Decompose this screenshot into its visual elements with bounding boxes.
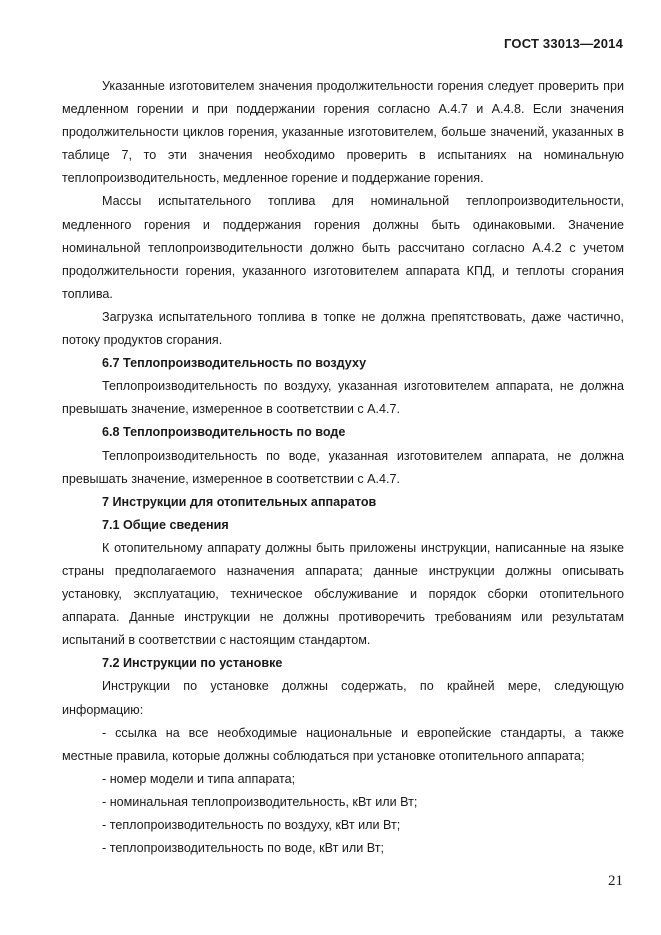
paragraph-general-info: К отопительному аппарату должны быть приложены инструкции, написанные на языке страны предполагаемого назначения аппарата; данные инструкции должны описывать установку, эксплуатацию, техническое обслуживание и порядок сборки отопительного аппарата. Данные инструкции не должны противоречить требованиям или результатам испытаний в соответствии с настоящим стандартом. [62,540,624,648]
paragraph-installation-intro: Инструкции по установке должны содержать, по крайней мере, следующую информацию: [62,679,624,717]
document-code-header: ГОСТ 33013—2014 [504,36,623,51]
list-item-nominal-output: - номинальная теплопроизводительность, кВт или Вт; [102,794,418,809]
section-heading-6-8: 6.8 Теплопроизводительность по воде [102,425,346,440]
list-item-model-number: - номер модели и типа аппарата; [102,771,296,786]
list-item-standards: - ссылка на все необходимые национальные и европейские стандарты, а также местные правила, которые должны соблюдаться при установке отопительного аппарата; [62,725,624,763]
document-body [62,75,624,860]
section-heading-7: 7 Инструкции для отопительных аппаратов [102,494,377,509]
paragraph-burn-duration: Указанные изготовителем значения продолжительности горения следует проверить при медленном горении и при поддержании горения согласно А.4.7 и А.4.8. Если значения продолжительности циклов горения, указанные изготовителем, больше значений, указанных в таблице 7, то эти значения необходимо проверить в испытаниях на номинальную теплопроизводительность, медленное горение и поддержание горения. [62,79,624,186]
paragraph-air-output: Теплопроизводительность по воздуху, указанная изготовителем аппарата, не должна превышать значение, измеренное в соответствии с А.4.7. [62,379,624,417]
paragraph-water-output: Теплопроизводительность по воде, указанная изготовителем аппарата, не должна превышать значение, измеренное в соответствии с А.4.7. [62,448,624,486]
page-number: 21 [608,873,623,889]
paragraph-fuel-mass: Массы испытательного топлива для номинальной теплопроизводительности, медленного горения и поддержания горения должны быть одинаковыми. Значение номинальной теплопроизводительности должно быть рассчитано согласно А.4.2 с учетом продолжительности горения, указанного изготовителем аппарата КПД, и теплоты сгорания топлива. [62,194,624,301]
paragraph-fuel-loading: Загрузка испытательного топлива в топке не должна препятствовать, даже частично, потоку продуктов сгорания. [62,309,624,348]
section-heading-6-7: 6.7 Теплопроизводительность по воздуху [102,356,367,371]
section-heading-7-1: 7.1 Общие сведения [102,517,229,532]
list-item-air-output: - теплопроизводительность по воздуху, кВт или Вт; [102,818,401,832]
list-item-water-output: - теплопроизводительность по воде, кВт или Вт; [102,841,385,856]
section-heading-7-2: 7.2 Инструкции по установке [102,656,283,671]
